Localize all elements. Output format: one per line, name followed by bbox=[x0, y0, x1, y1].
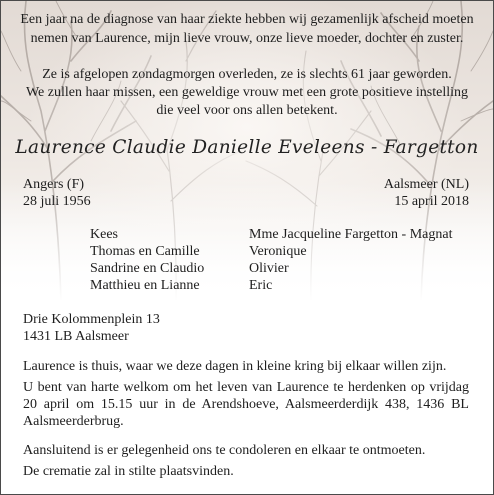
birth-place: Angers (F) bbox=[23, 177, 85, 192]
family-member: Olivier bbox=[249, 261, 289, 276]
intro-text-line: We zullen haar missen, een geweldige vrouw met een grote positieve instelling bbox=[25, 85, 469, 100]
correspondence-address bbox=[23, 311, 160, 345]
info-welcome: U bent van harte welkom om het leven van Laurence te herdenken op vrijdag 20 april om 15.15 uur in de Arendshoeve, Aalsmeerderdijk 438, 1436 BL Aalsmeerderbrug. bbox=[23, 380, 469, 429]
death-info bbox=[384, 176, 469, 210]
intro-text-line: Een jaar na de diagnose van haar ziekte hebben wij gezamenlijk afscheid moeten bbox=[20, 12, 474, 27]
intro-text-line: die veel voor ons allen betekent. bbox=[156, 103, 338, 118]
family-member: Mme Jacqueline Fargetton - Magnat bbox=[249, 227, 453, 242]
family-member: Sandrine en Claudio bbox=[90, 261, 205, 276]
birth-date: 28 juli 1956 bbox=[23, 194, 91, 209]
address-street: Drie Kolommenplein 13 bbox=[23, 312, 160, 327]
death-place: Aalsmeer (NL) bbox=[383, 177, 469, 192]
obituary-content bbox=[1, 1, 493, 494]
info-cremation: De crematie zal in stilte plaatsvinden. bbox=[23, 464, 234, 479]
info-home: Laurence is thuis, waar we deze dagen in kleine kring bij elkaar willen zijn. bbox=[23, 359, 447, 374]
family-list-left bbox=[90, 226, 204, 294]
death-date: 15 april 2018 bbox=[394, 194, 469, 209]
family-list-right bbox=[249, 226, 452, 294]
birth-info bbox=[23, 176, 91, 210]
family-member: Eric bbox=[249, 278, 273, 293]
info-condolence: Aansluitend is er gelegenheid ons te condoleren en elkaar te ontmoeten. bbox=[23, 443, 426, 458]
family-member: Veronique bbox=[249, 244, 307, 259]
family-member: Thomas en Camille bbox=[90, 244, 200, 259]
address-city: 1431 LB Aalsmeer bbox=[23, 329, 129, 344]
intro-text-line: Ze is afgelopen zondagmorgen overleden, ze is slechts 61 jaar geworden. bbox=[42, 67, 452, 82]
family-member: Matthieu en Lianne bbox=[90, 278, 200, 293]
family-member: Kees bbox=[90, 227, 118, 242]
intro-text-line: nemen van Laurence, mijn lieve vrouw, onze lieve moeder, dochter en zuster. bbox=[30, 31, 464, 46]
deceased-name: Laurence Claudie Danielle Eveleens - Fargetton bbox=[15, 137, 479, 158]
